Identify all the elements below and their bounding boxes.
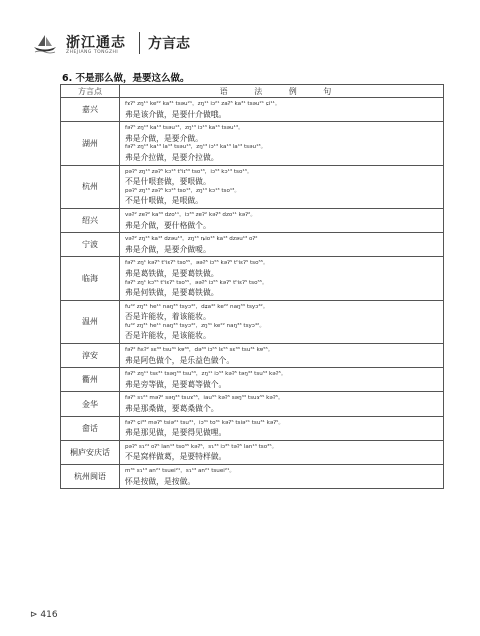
ipa-transcription: m³¹ sɿ¹³ an²¹ tsuei²¹，sɿ¹³ an²¹ tsuei²¹。 (125, 468, 235, 474)
table-row (61, 257, 444, 300)
ipa-transcription: fəʔ² ɦɛʔ² sɛ³³ tsu³¹ kɐ³³，də³³ iɔ⁵⁵ lɛ⁵⁵ sɛ³³ tsu³¹ kɐ⁵⁵。 (125, 347, 274, 354)
brand-name: 浙江通志 (66, 35, 126, 51)
table-row (61, 300, 444, 343)
example-sentence-cell (120, 344, 444, 368)
ipa-transcription: pəʔ⁵ sɿ²⁴ oʔ⁵ lan¹³ tso³⁵ kəʔ⁵，sɿ³³ iɔ³⁵ təʔ⁵ lan¹³ tso³⁵。 (125, 443, 278, 450)
grammar-example-table (60, 84, 444, 489)
ipa-transcription: fɤʔ⁵ zŋ¹¹ ke²² ka³¹ tsəu²¹，zŋ¹¹ iɔ²¹ zaʔ⁵ ka³¹ tsəu²¹ ɕi¹¹。 (125, 101, 281, 107)
table-body (61, 98, 444, 489)
mandarin-gloss: 弗是旁等做，是要葛等做个。 (125, 379, 227, 389)
mandarin-gloss: 弗是该介做，是要什介做哦。 (125, 109, 227, 119)
example-sentence-cell (120, 465, 444, 489)
table-row (61, 368, 444, 392)
ipa-transcription: fəʔ⁵ ɕi³³ məʔ⁵ tsiə²¹ tsu³¹，iɔ³¹ to³¹ kəʔ⁵ tsiə²¹ tsu³¹ kəʔ⁵。 (125, 419, 285, 426)
header-divider (139, 32, 140, 54)
mandarin-gloss: 不是窝样做葛，是要特样做。 (125, 452, 227, 462)
dialect-place-cell: 杭州闽语 (61, 465, 120, 489)
page-number-marker: ⊳ (30, 610, 41, 620)
table-row (61, 233, 444, 257)
dialect-place-cell: 临海 (61, 257, 120, 300)
mandarin-gloss: 弗是阿色做个，是乐益色做个。 (125, 355, 235, 365)
section-title: 6. 不是那么做，是要这么做。 (62, 73, 190, 84)
brand-subtitle: ZHEJIANG TONGZHI (66, 50, 119, 55)
dialect-place-cell: 温州 (61, 300, 120, 343)
column-header-place: 方言点 (61, 85, 120, 98)
mandarin-gloss: 弗是介拉做，是要介拉做。 (125, 152, 219, 162)
table-row (61, 208, 444, 232)
ipa-transcription: fəʔ⁵ zŋ¹ kəʔ⁵ tʰiɛʔ⁵ tso⁵⁵，əəʔ⁵ iɔ⁵⁵ kəʔ⁵ tʰiɛʔ⁵ tso⁵⁵。 (125, 260, 269, 267)
ipa-transcription: fəʔ⁵ zŋ¹³ ka¹³ tsəu¹³，zŋ¹³ iɔ¹³ ka¹³ tsəu¹³。 (125, 125, 244, 132)
table-row (61, 98, 444, 122)
mandarin-gloss: 弗是葛铁做，是要葛铁做。 (125, 268, 219, 278)
ipa-transcription: fu⁴² zŋ³¹ he¹¹ naŋ³³ tsyɔ⁴²，dʑa⁴² ke²² naŋ³³ tsyɔ⁴²。 (125, 303, 269, 310)
page-header (32, 28, 452, 62)
ipa-transcription: fəʔ⁵ sɿ²⁴ məʔ² səŋ³³ tsuɤ⁵⁵，iau⁵⁵ kəʔ⁵ səŋ³³ tsuɤ⁵⁵ kəʔ⁵。 (125, 395, 284, 402)
example-sentence-cell (120, 392, 444, 416)
example-sentence-cell (120, 416, 444, 440)
example-sentence-cell (120, 368, 444, 392)
table-header-row (61, 85, 444, 98)
mandarin-gloss: 弗是何铁做，是要葛铁做。 (125, 288, 219, 298)
table-row (61, 122, 444, 165)
book-title: 方言志 (148, 36, 190, 52)
page-number (30, 610, 58, 620)
example-sentence-cell (120, 208, 444, 232)
ipa-transcription: fu⁴² zŋ³¹ he¹¹ naŋ³³ tsyɔ⁴²，zŋ³¹ ke²² naŋ³³ tsyɔ⁴²。 (125, 322, 265, 329)
boat-logo-icon (32, 32, 58, 54)
table-row (61, 165, 444, 208)
table-row (61, 416, 444, 440)
dialect-place-cell: 宁波 (61, 233, 120, 257)
table-row (61, 344, 444, 368)
example-sentence-cell (120, 257, 444, 300)
mandarin-gloss: 怀是按做，是按做。 (125, 476, 196, 486)
table-row (61, 392, 444, 416)
mandarin-gloss: 弗是介做，是要介做。 (125, 133, 203, 143)
example-sentence-cell (120, 165, 444, 208)
mandarin-gloss: 不是什哏套做，要哏做。 (125, 177, 211, 187)
ipa-transcription: fəʔ⁵ zŋ¹¹ tsɛ³¹ tsəŋ³³ tsu⁵³，zŋ¹¹ iɔ⁵³ kəʔ⁵ təŋ³³ tsu⁵³ kəʔ⁵。 (125, 371, 287, 378)
table-row (61, 440, 444, 464)
table-row (61, 465, 444, 489)
dialect-place-cell: 畲话 (61, 416, 120, 440)
ipa-transcription: pəʔ⁵ zŋ¹³ zəʔ⁵ kɔ¹³ tʰiɪ⁵³ tso¹³，iɔ⁵³ kɔ¹³ tso¹³。 (125, 168, 253, 175)
ipa-transcription: vəʔ² zeʔ² ka³³ dzo¹¹，iɔ³³ zeʔ² kəʔ³ dzo¹¹ kəʔ²。 (125, 211, 256, 218)
dialect-place-cell: 衢州 (61, 368, 120, 392)
example-sentence-cell (120, 440, 444, 464)
mandarin-gloss: 否是许能妆，是该能妆。 (125, 331, 211, 341)
mandarin-gloss: 弗是介做，要什格做个。 (125, 220, 211, 230)
dialect-place-cell: 湖州 (61, 122, 120, 165)
dialect-place-cell: 杭州 (61, 165, 120, 208)
mandarin-gloss: 弗是那见做，是要得见做哩。 (125, 428, 227, 438)
example-sentence-cell (120, 300, 444, 343)
dialect-place-cell: 嘉兴 (61, 98, 120, 122)
ipa-transcription: fəʔ⁵ zŋ¹ kɔ⁵⁵ tʰiɛʔ⁵ tso⁵⁵，əəʔ⁵ iɔ⁵⁵ kəʔ⁵ tʰiɛʔ⁵ tso⁵⁵。 (125, 279, 268, 286)
mandarin-gloss: 否是许能妆，着该能妆。 (125, 312, 211, 322)
dialect-place-cell: 绍兴 (61, 208, 120, 232)
ipa-transcription: pəʔ⁵ zŋ¹³ zəʔ⁵ kɔ¹³ tso¹³，zŋ¹³ kɔ¹³ tso¹³。 (125, 187, 240, 194)
example-sentence-cell (120, 98, 444, 122)
dialect-place-cell: 淳安 (61, 344, 120, 368)
mandarin-gloss: 不是什哏做，是哏做。 (125, 196, 203, 206)
page-number-value: 416 (40, 610, 58, 620)
ipa-transcription: fəʔ⁵ zŋ¹³ ka¹³ la¹³ tsəu¹³，zŋ¹³ iɔ¹³ ka¹³ la¹³ tsəu¹³。 (125, 144, 267, 151)
example-sentence-cell (120, 122, 444, 165)
mandarin-gloss: 弗是介做，是要介做嗳。 (125, 244, 211, 254)
ipa-transcription: vəʔ² zŋ¹³ ka¹³ dzəu¹³，zŋ¹³ ȵio¹³ ka¹³ dzəu¹³ oʔ² (125, 236, 258, 243)
dialect-place-cell: 桐庐安庆话 (61, 440, 120, 464)
column-header-examples: 语 法 例 句 (120, 85, 444, 98)
example-sentence-cell (120, 233, 444, 257)
dialect-place-cell: 金华 (61, 392, 120, 416)
mandarin-gloss: 弗是那桑做，要葛桑做个。 (125, 404, 219, 414)
